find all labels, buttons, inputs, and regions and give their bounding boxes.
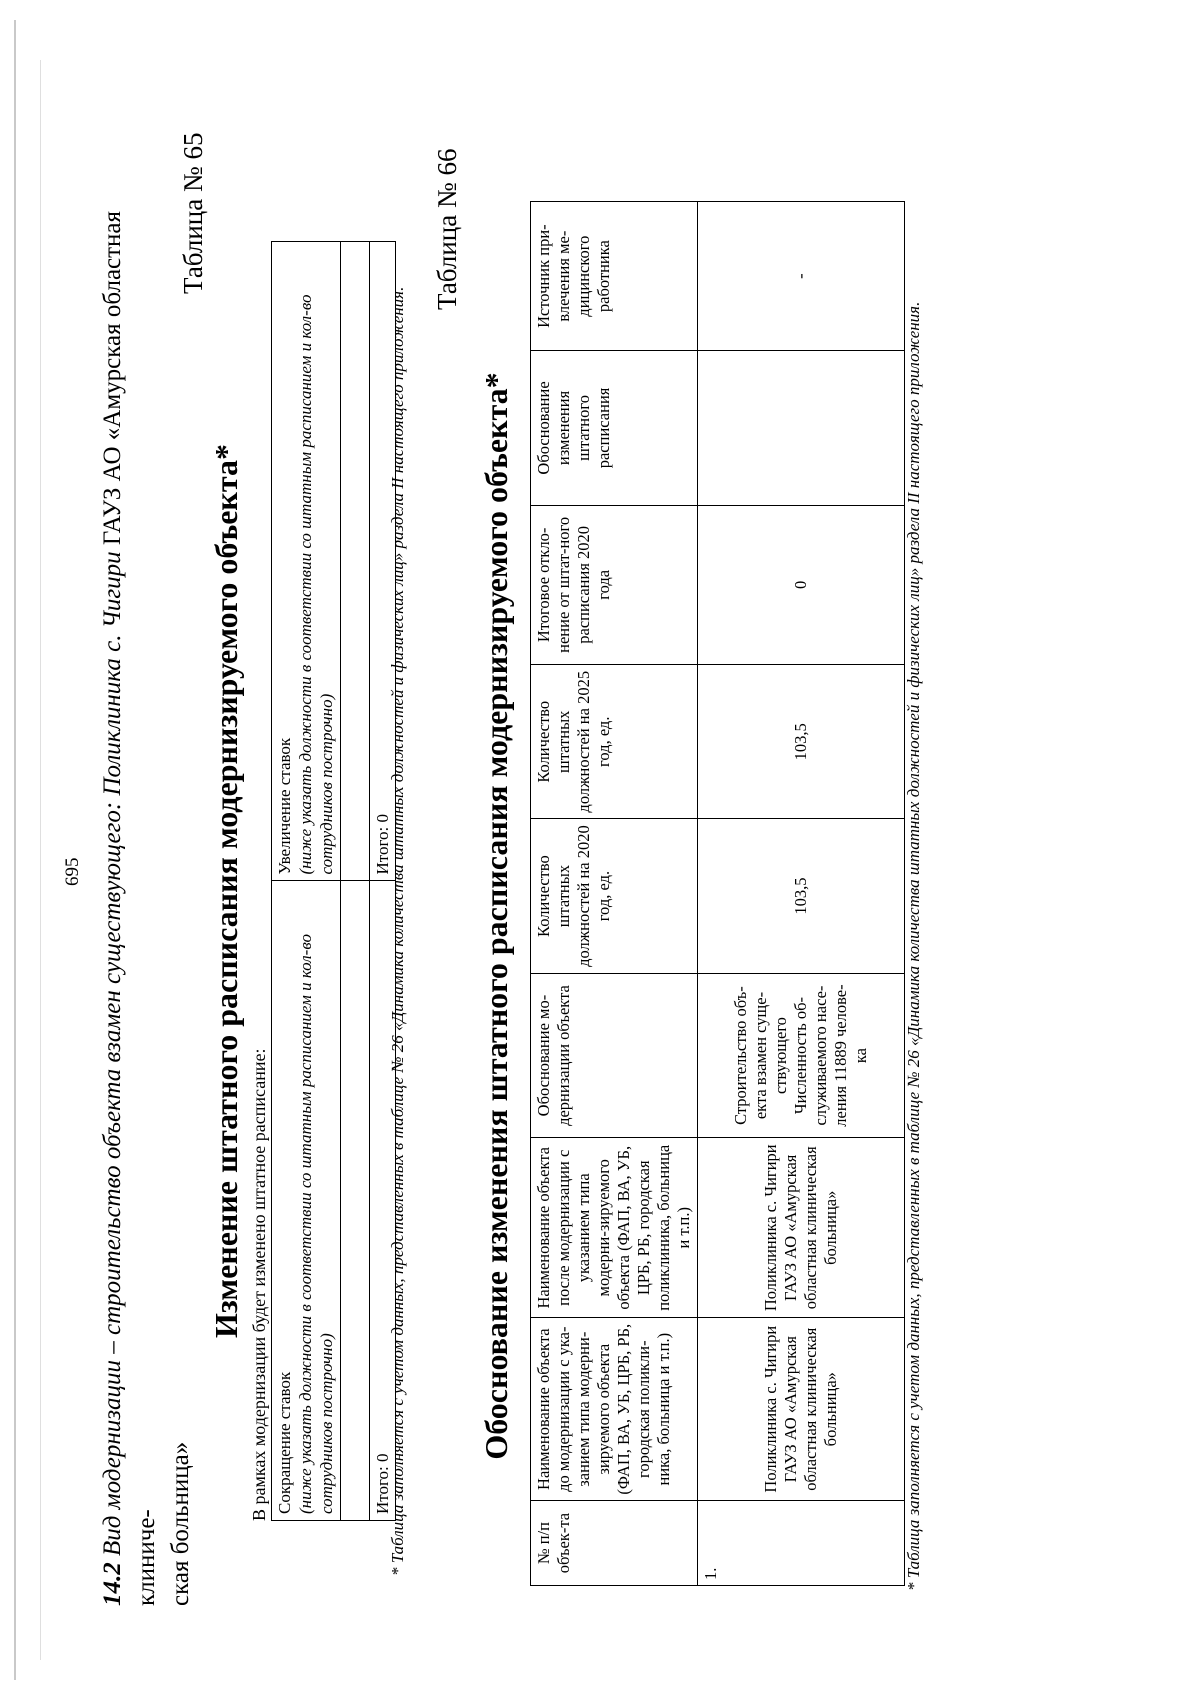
table66-header-before: Наименование объекта до модернизации с ука-занием типа модерни-зируемого объекта (ФАП, ВА, УБ, ЦРБ, РБ, городская поликли-ника, больница и т.п.) [531, 1318, 698, 1501]
table-row [698, 202, 905, 1586]
section-object: Поликлиника с. Чигири [99, 551, 126, 796]
table-row [272, 242, 341, 1521]
table66-header-2020: Количество штатных должностей на 2020 год, ед. [531, 819, 698, 973]
section-line2: ская больница» [167, 1441, 194, 1606]
table65-empty-cell [341, 242, 370, 882]
table65-intro: В рамках модернизации будет изменено штатное расписание: [249, 1048, 269, 1521]
section-heading [96, 176, 198, 1606]
table65-right-hint: (ниже указать должности в соответствии со штатным расписанием и кол-во сотрудников построчно) [296, 294, 336, 875]
table66-cell-before: Поликлиника с. Чигири ГАУЗ АО «Амурская областная клиническая больница» [698, 1318, 905, 1501]
section-tail: ГАУЗ АО «Амурская областная клиниче- [99, 210, 160, 1606]
table66 [530, 201, 905, 1586]
table65-right-header: Увеличение ставок [275, 737, 294, 875]
table65-left-header: Сокращение ставок [275, 1371, 294, 1514]
table65-right-total: Итого: 0 [370, 242, 396, 882]
page-number: 695 [62, 857, 83, 886]
table-row [341, 242, 370, 1521]
table66-cell-source: - [698, 202, 905, 351]
table66-title: Обоснование изменения штатного расписания модернизируемого объекта* [478, 372, 514, 1460]
table65-right-header-cell [272, 242, 341, 882]
section-label: Вид модернизации – строительство объекта взамен существующего: [99, 801, 126, 1556]
table65-footnote: * Таблица заполняется с учетом данных, представленных в таблице № 26 «Динамика количества штатных должностей и физических лиц» раздела II настоящего приложения. [388, 286, 407, 1576]
table66-cell-deviation: 0 [698, 505, 905, 664]
table66-cell-justification [698, 351, 905, 505]
table66-header-2025: Количество штатных должностей на 2025 год, ед. [531, 665, 698, 819]
table66-header-num: № п/п объек-та [531, 1501, 698, 1586]
table65-left-hint: (ниже указать должности в соответствии со штатным расписанием и кол-во сотрудников построчно) [296, 934, 336, 1514]
table66-cell-after: Поликлиника с. Чигири ГАУЗ АО «Амурская областная клиническая больница» [698, 1138, 905, 1318]
table65-left-header-cell [272, 881, 341, 1521]
table65 [271, 241, 396, 1521]
table66-cell-num: 1. [698, 1501, 905, 1586]
table65-label: Таблица № 65 [178, 132, 208, 294]
table65-empty-cell [341, 881, 370, 1521]
table66-header-reason: Обоснование мо-дернизации объекта [531, 973, 698, 1138]
table66-cell-reason: Строительство объ-екта взамен суще-ствующего Численность об-служиваемого насе-ления 11889 челове-ка [698, 973, 905, 1138]
section-number: 14.2 [99, 1562, 126, 1606]
table65-left-total: Итого: 0 [370, 881, 396, 1521]
table66-header-justification: Обоснование изменения штатного расписания [531, 351, 698, 505]
table66-header-after: Наименование объекта после модернизации с указанием типа модерни-зируемого объекта (ФАП, ВА, УБ, ЦРБ, РБ, городская поликлиника, больница и т.п.) [531, 1138, 698, 1318]
table66-header-row [531, 202, 698, 1586]
table66-label: Таблица № 66 [432, 148, 462, 310]
table66-footnote: * Таблица заполняется с учетом данных, представленных в таблице № 26 «Динамика количества штатных должностей и физических лиц» раздела II настоящего приложения. [904, 301, 923, 1591]
table66-cell-2020: 103,5 [698, 819, 905, 973]
table66-header-deviation: Итоговое откло-нение от штат-ного расписания 2020 года [531, 505, 698, 664]
table65-title: Изменение штатного расписания модернизируемого объекта* [208, 444, 244, 1338]
table66-cell-2025: 103,5 [698, 665, 905, 819]
table66-header-source: Источник при-влечения ме-дицинского работника [531, 202, 698, 351]
